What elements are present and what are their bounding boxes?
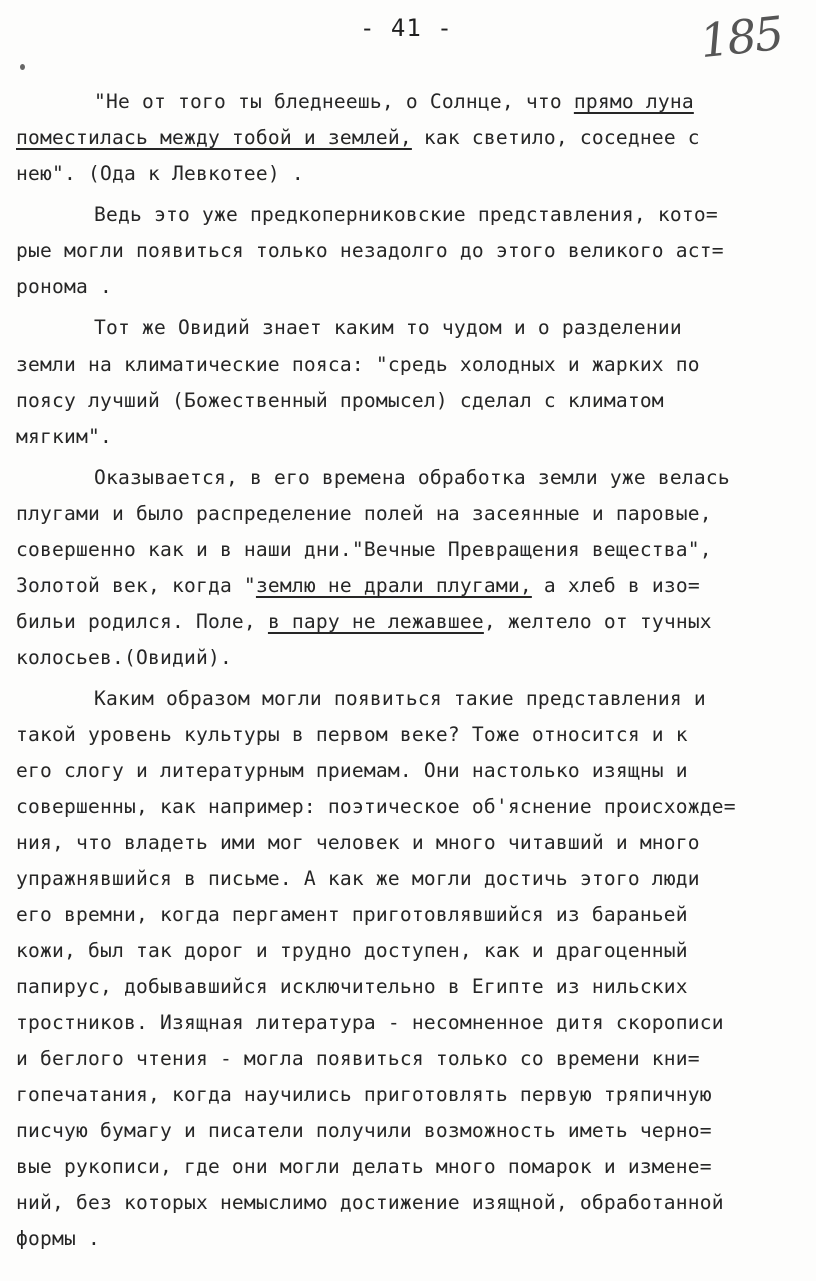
text-run: , желтело от тучных <box>483 610 712 633</box>
text-line <box>16 419 806 455</box>
text-line <box>16 969 806 1005</box>
text-line <box>16 897 806 933</box>
text-run: "Не от того ты бледнеешь, о Солнце, что <box>94 90 574 113</box>
text-run: гопечатания, когда научились приготовлять первую тряпичную <box>16 1083 712 1106</box>
text-run: поясу лучший (Божественный промысел) сделал с климатом <box>16 389 664 412</box>
text-line <box>16 532 806 568</box>
text-line <box>16 460 816 496</box>
text-run: Каким образом могли появиться такие представления и <box>94 687 706 710</box>
text-line <box>16 120 806 156</box>
text-line <box>16 1113 806 1149</box>
underlined-text: прямо луна <box>573 90 694 113</box>
text-line <box>16 640 806 676</box>
handwritten-page-number: 185 <box>697 5 785 69</box>
ink-speck <box>20 64 25 70</box>
text-run: Тот же Овидий знает каким то чудом и о разделении <box>94 316 682 339</box>
text-run: его времни, когда пергамент приготовлявшийся из бараньей <box>16 903 688 926</box>
text-line <box>16 568 806 604</box>
text-line <box>16 233 806 269</box>
text-line <box>16 789 806 825</box>
text-run: а хлеб в изо= <box>531 574 700 597</box>
text-line <box>16 496 806 532</box>
text-run: ронома . <box>16 275 112 298</box>
text-run: земли на климатические пояса: "средь холодных и жарких по <box>16 353 700 376</box>
text-line <box>16 1185 806 1221</box>
text-run: нею". (Ода к Левкотее) . <box>16 162 304 185</box>
underlined-text: землю не драли плугами, <box>255 574 532 597</box>
text-run: формы . <box>16 1227 100 1250</box>
text-line <box>16 347 806 383</box>
underlined-text: в пару не лежавшее <box>267 610 484 633</box>
underlined-text: поместилась между тобой и землей, <box>16 126 412 149</box>
text-run: ний, без которых немыслимо достижение изящной, обработанной <box>16 1191 724 1214</box>
text-run: совершенно как и в наши дни."Вечные Превращения вещества", <box>16 538 712 561</box>
text-run: тростников. Изящная литература - несомненное дитя скорописи <box>16 1011 724 1034</box>
text-line <box>16 156 806 192</box>
text-line <box>16 753 806 789</box>
text-run: и беглого чтения - могла появиться только со времени кни= <box>16 1047 700 1070</box>
text-run: колосьев.(Овидий). <box>16 646 232 669</box>
text-line <box>16 717 806 753</box>
text-run: упражнявшийся в письме. А как же могли достичь этого люди <box>16 867 700 890</box>
text-line <box>16 197 816 233</box>
text-line <box>16 861 806 897</box>
text-run: как светило, соседнее с <box>411 126 700 149</box>
text-run: папирус, добывавшийся исключительно в Египте из нильских <box>16 975 688 998</box>
text-line <box>16 269 806 305</box>
text-run: бильи родился. Поле, <box>16 610 268 633</box>
text-line <box>16 681 816 717</box>
text-run: его слогу и литературным приемам. Они настолько изящны и <box>16 759 688 782</box>
text-line <box>16 825 806 861</box>
text-run: Ведь это уже предкоперниковские представления, кото= <box>94 203 718 226</box>
text-line <box>16 383 806 419</box>
text-line <box>16 310 816 346</box>
text-run: писчую бумагу и писатели получили возможность иметь черно= <box>16 1119 712 1142</box>
text-run: совершенны, как например: поэтическое об'яснение происхожде= <box>16 795 736 818</box>
text-run: кожи, был так дорог и трудно доступен, как и драгоценный <box>16 939 688 962</box>
text-line <box>16 1221 806 1257</box>
text-run: ния, что владеть ими мог человек и много читавший и много <box>16 831 700 854</box>
text-line <box>16 1005 806 1041</box>
text-line <box>16 1149 806 1185</box>
text-line <box>16 1041 806 1077</box>
text-run: мягким". <box>16 425 112 448</box>
text-run: рые могли появиться только незадолго до этого великого аст= <box>16 239 724 262</box>
text-line <box>16 84 816 120</box>
text-run: Оказывается, в его времена обработка земли уже велась <box>94 466 730 489</box>
page-number: - 41 - <box>360 14 453 42</box>
text-line <box>16 1077 806 1113</box>
text-line <box>16 933 806 969</box>
text-line <box>16 604 806 640</box>
text-run: вые рукописи, где они могли делать много помарок и измене= <box>16 1155 712 1178</box>
text-run: плугами и было распределение полей на засеянные и паровые, <box>16 502 712 525</box>
text-run: Золотой век, когда " <box>16 574 256 597</box>
text-run: такой уровень культуры в первом веке? Тоже относится и к <box>16 723 688 746</box>
